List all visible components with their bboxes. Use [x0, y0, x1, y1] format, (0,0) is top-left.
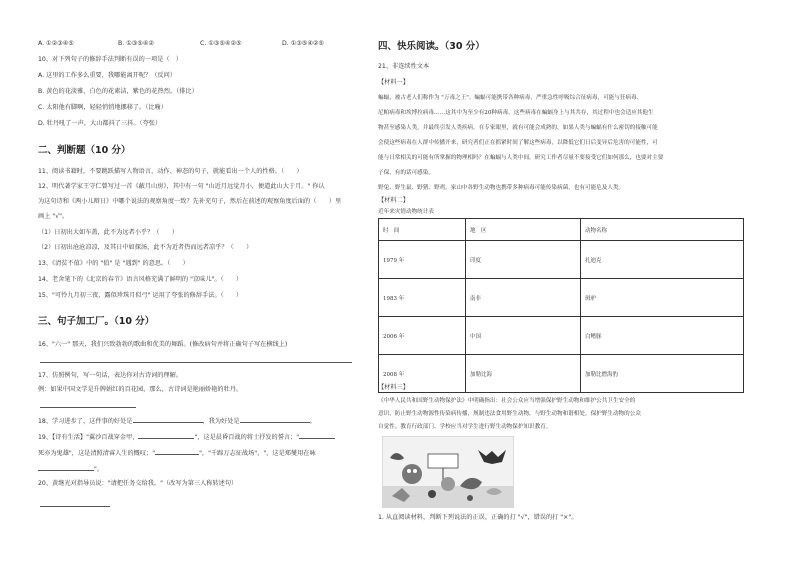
- q10-option-a: A. 这里的工作多么重要，我哪能离开呢？（反问）: [38, 72, 176, 79]
- reading-q1: 1. 从直阅读材料，判断下列说法的正误，正确的打 "√"，错误的打 "×"。: [378, 514, 578, 521]
- q9-option-a: A. ①②③④⑤: [38, 40, 74, 47]
- table-cell: 白鳍豚: [581, 317, 744, 355]
- q18: 18、学习进步了，这件事的好处是 ，我为好处是 。: [38, 418, 316, 425]
- q19-blank-3[interactable]: [155, 448, 199, 455]
- table-cell: 1979 年: [379, 241, 466, 279]
- q19-blank-4[interactable]: [38, 464, 94, 471]
- q17-line-1: 17、仿照例句，写一句话，表达你对古诗词的理解。: [38, 372, 182, 379]
- q9-option-c: C. ①③⑤④②⑤: [200, 40, 242, 47]
- q17-answer-line[interactable]: [40, 401, 136, 408]
- material-3-line: 自觉性。教育行政部门、学校应当对学生进行野生动物保护知识教育。: [378, 424, 552, 430]
- q13: 13、《清贫不值》中的 "值" 是 "遇到" 的意思。（ ）: [38, 260, 189, 267]
- table-caption: 近年来灾情动物统计表: [378, 209, 434, 215]
- q11: 11、阅读书籍时，不要跳跃描写人物语言、动作、神态的句子，就能看出一个人的性格。（ ）: [38, 168, 303, 175]
- q19-blank-2[interactable]: [299, 432, 335, 439]
- table-row: [379, 279, 744, 317]
- q10-stem: 10、对下列句子的修辞手法判断有误的一项是（ ）: [38, 56, 182, 63]
- q19-line-3: "。: [38, 464, 103, 474]
- q9-option-d: D. ①③⑤④②⑤: [282, 40, 324, 47]
- extinct-animal-table: [378, 218, 744, 393]
- q18-blank-1[interactable]: [133, 416, 203, 423]
- table-row: [379, 355, 744, 393]
- q15: 15、"可怜九月初三夜，露似珍珠月似弓" 运用了夸张的修辞手法。（ ）: [38, 292, 243, 299]
- table-cell: 斑驴: [581, 279, 744, 317]
- table-header-cell: 动物名称: [581, 219, 744, 241]
- q19-blank-1[interactable]: [138, 432, 194, 439]
- section-2-title: 二、判断题（10 分）: [38, 145, 131, 156]
- table-cell: 中国: [466, 317, 581, 355]
- table-cell: 南非: [466, 279, 581, 317]
- q19-line-2: 死亦为鬼雄"，这是清照清睿人生的慨叹；" "，"千蹄万志征战场"，"，这是郑燮用在咏: [38, 450, 316, 457]
- q12-option-1: （1）日初出大如车盖，此不为远者小乎？（ ）: [38, 229, 179, 236]
- q18-blank-2[interactable]: [240, 416, 310, 423]
- q19-line-1: 19、【诗有生活】"翼沙百战穿金甲， "，这是晨昏百战的将士抒发的誓言；": [38, 432, 335, 442]
- table-cell: 1983 年: [379, 279, 466, 317]
- table-cell: 2006 年: [379, 317, 466, 355]
- q16-answer-line[interactable]: [40, 356, 352, 363]
- q17-example: 例：如果中国文学是升牌娟红的百花园，那么，古诗词是艳丽娇艳的牡丹。: [38, 386, 243, 393]
- q9-option-b: B. ①③⑤④②: [118, 40, 154, 47]
- q21: 21、非连续性文本: [378, 63, 430, 70]
- material-1-line: 能与日常相关的可能有所掌握的物理相吗？在蝙蝠与人类中间，研究工作者尽量不要接受它们如何那么，也要对主要: [378, 155, 664, 161]
- material-3-line: 《中华人民共和国野生动物保护法》中明确指出：社会公众应当增强保护野生动物和维护公共卫生安全的: [378, 398, 636, 404]
- table-row: [379, 317, 744, 355]
- table-cell: 印度: [466, 241, 581, 279]
- material-1-line: 会使这些病毒在人群中传播开来，研究者们正在抓紧时间了解这些病毒，以降低它们日后变异后危害的可能性，可: [378, 140, 658, 146]
- table-cell: 加勒比僧海豹: [581, 355, 744, 393]
- table-header-row: [379, 219, 744, 241]
- material-2-label: 【材料二】: [378, 197, 409, 204]
- q12-option-2: （2）日初出沧沧凉凉，及其日中如探汤，此不为近者热而远者凉乎？（ ）: [38, 244, 253, 251]
- q12-line-3: 画上 "√"。: [38, 213, 69, 220]
- q14: 14、老舍笔下的《北京的春节》语言风格充满了鲜明的 "京味儿"。（ ）: [38, 276, 243, 283]
- material-3-label: 【材料三】: [378, 384, 409, 391]
- table-cell: 扎迪克: [581, 241, 744, 279]
- wildlife-cartoon-image: [382, 436, 514, 508]
- material-3-line: 意识，防止野生动物源性传染病传播，规制违法食用野生动物，与野生动物和谐相处，保护野生动物的公众: [378, 411, 641, 417]
- q20-answer-line[interactable]: [40, 500, 110, 507]
- table-header-cell: 地 区: [466, 219, 581, 241]
- table-cell: 加勒比海: [466, 355, 581, 393]
- table-row: [379, 241, 744, 279]
- material-1-line: 尼帕病毒和埃博拉病毒……这其中为至少有20种病毒，这些病毒在蝙蝠身上与其共存，其过程中也会适应其他生: [378, 110, 654, 116]
- material-1-line: 蝙蝠，被古老人们称作为 "万毒之王"。蝙蝠可能携带各种病毒，严重急性呼吸综合征病毒，可能与狂病毒、: [378, 95, 643, 101]
- q12-line-2: 为这句诗和《两小儿辩日》中哪个说法的观察角度一致？先补充句子，然后在前述的观察角度后面的（ ）里: [38, 198, 342, 205]
- q12-line-1: 12、明代著学家王守仁曾写过一首《蔽月山房》，其中有一句 "山近月远觉月小，便道此山大于月。" 你认: [38, 183, 325, 190]
- material-1-line: 物甚至感染人类，并最终引发人类疾病。在专家眼里，就有可能会成熟的，如果人类与蝙蝠有什么密切的接触可能: [378, 125, 658, 131]
- q10-option-b: B. 黄色的花淡雅，白色的花素洁，紫色的花热烈。（排比）: [38, 88, 198, 95]
- material-1-line: 野兔、野生鼠、野猪、野鸡，家山中各野生动物也携带多种病毒可能传染病菌，也有可能危及人类。: [378, 185, 625, 191]
- q10-option-d: D. 牡丹吼了一声，大山都抖了三抖。（夸张）: [38, 120, 162, 127]
- q20: 20、黄继光对指导员说："请把任务交给我。"（改写为第三人称转述句）: [38, 480, 238, 487]
- material-1-line: 子保，有的话可感染。: [378, 170, 434, 176]
- section-4-title: 四、快乐阅读。（30 分）: [378, 41, 485, 52]
- table-cell: 2008 年: [379, 355, 466, 393]
- table-header-cell: 时 间: [379, 219, 466, 241]
- q16: 16、"六一" 那天，我们兴致勃勃的歌曲和优美的舞蹈。(修改病句并将正确句子写在横线上): [38, 341, 288, 348]
- material-1-label: 【材料一】: [378, 79, 409, 86]
- q10-option-c: C. 太阳他有脚啊，轻轻悄悄地挪移了。（比喻）: [38, 104, 167, 111]
- section-3-title: 三、句子加工厂。（10 分）: [38, 316, 155, 327]
